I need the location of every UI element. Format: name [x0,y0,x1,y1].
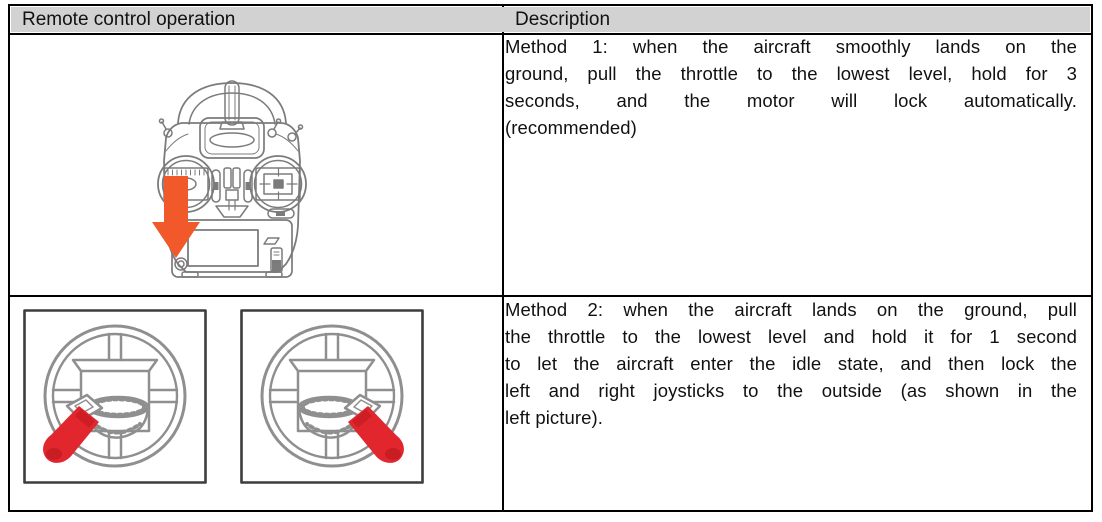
left-shoulder-switch [160,119,173,137]
method-2-line: the throttle to the lowest level and hold it for 1 second [505,326,1077,347]
method-2-description [505,296,1077,431]
remote-controller-drawing [122,76,342,288]
method-1-description [505,33,1077,141]
lcd-screen [188,230,258,266]
trim-sliders [212,170,252,202]
center-switches [216,168,248,217]
left-joystick-drawing [23,309,207,484]
header-description: Description [505,7,1090,32]
method-1-line: Method 1: when the aircraft smoothly lands on the [505,36,1077,57]
remote-controller-illustration [122,76,342,288]
right-joystick-illustration [240,309,424,484]
method-2-line: Method 2: when the aircraft lands on the ground, pull [505,299,1077,320]
top-panel [200,118,264,158]
left-joystick-illustration [23,309,207,484]
speaker-oval [210,133,254,147]
carry-handle [178,83,286,123]
method-1-line: seconds, and the motor will lock automatically. [505,90,1077,111]
power-toggle [271,248,282,272]
header-remote-control-operation: Remote control operation [11,7,512,32]
right-gimbal [250,156,306,212]
method-1-line: (recommended) [505,117,637,138]
column-divider [502,6,504,510]
method-2-line: left and right joysticks to the outside (as shown in the [505,380,1077,401]
side-slider [268,209,294,218]
method-2-line: to let the aircraft enter the idle state, and then lock the [505,353,1077,374]
charge-port [264,238,279,244]
right-joystick-drawing [240,309,424,484]
method-1-line: ground, pull the throttle to the lowest level, hold for 3 [505,63,1077,84]
method-2-line: left picture). [505,407,604,428]
